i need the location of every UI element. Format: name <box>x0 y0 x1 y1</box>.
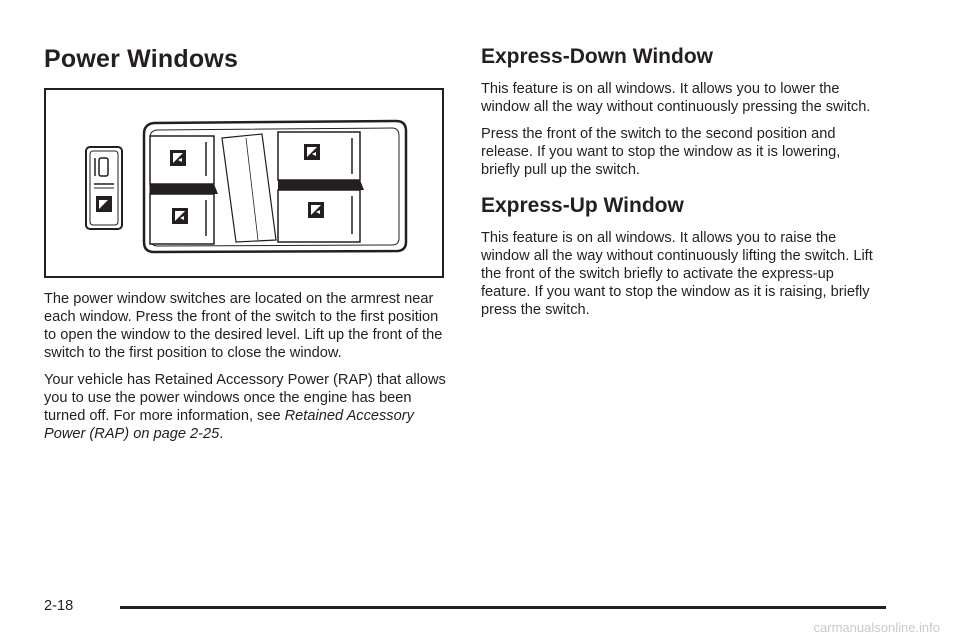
rap-text-end: . <box>219 426 224 442</box>
left-column <box>44 44 448 443</box>
front-left-window-switch <box>150 136 218 194</box>
power-windows-paragraph-2 <box>44 371 448 443</box>
rear-left-window-switch <box>150 194 214 244</box>
express-down-paragraph-1: This feature is on all windows. It allows you to lower the window all the way without continuously pressing the switch. <box>481 81 871 115</box>
front-right-window-switch <box>278 132 364 190</box>
rap-page-reference[interactable]: Retained Accessory Power (RAP) on page 2-25 <box>44 408 414 442</box>
power-window-switch-figure <box>44 88 444 278</box>
window-switch-icon <box>304 144 320 160</box>
express-up-heading: Express-Up Window <box>481 194 684 217</box>
window-lockout-icon <box>96 196 112 212</box>
express-down-heading: Express-Down Window <box>481 45 713 68</box>
watermark: carmanualsonline.info <box>813 620 940 635</box>
right-column <box>481 44 881 319</box>
page-footer <box>44 596 886 618</box>
express-down-paragraph-2: Press the front of the switch to the second position and release. If you want to stop the window as it is lowering, briefly pull up the switch. <box>481 126 841 178</box>
window-switch-icon <box>170 150 186 166</box>
lockout-switch-panel <box>86 147 122 229</box>
rear-right-window-switch <box>278 190 360 242</box>
rap-text: Your vehicle has Retained Accessory Power (RAP) that allows you to use the power windows once the engine has been turned off. For more information, see <box>44 372 446 424</box>
page-title: Power Windows <box>44 45 239 73</box>
window-switch-icon <box>172 208 188 224</box>
window-switch-icon <box>308 202 324 218</box>
footer-rule <box>120 606 886 609</box>
express-up-paragraph-1: This feature is on all windows. It allows you to raise the window all the way without continuously lifting the switch. Lift the front of the switch briefly to activate the express-up feature. If you want to stop the window as it is raising, briefly press the switch. <box>481 230 873 318</box>
power-windows-paragraph-1: The power window switches are located on the armrest near each window. Press the front of the switch to the first position to open the window to the desired level. Lift up the front of the switch to the first position to close the window. <box>44 291 443 361</box>
page-number: 2-18 <box>44 598 74 614</box>
